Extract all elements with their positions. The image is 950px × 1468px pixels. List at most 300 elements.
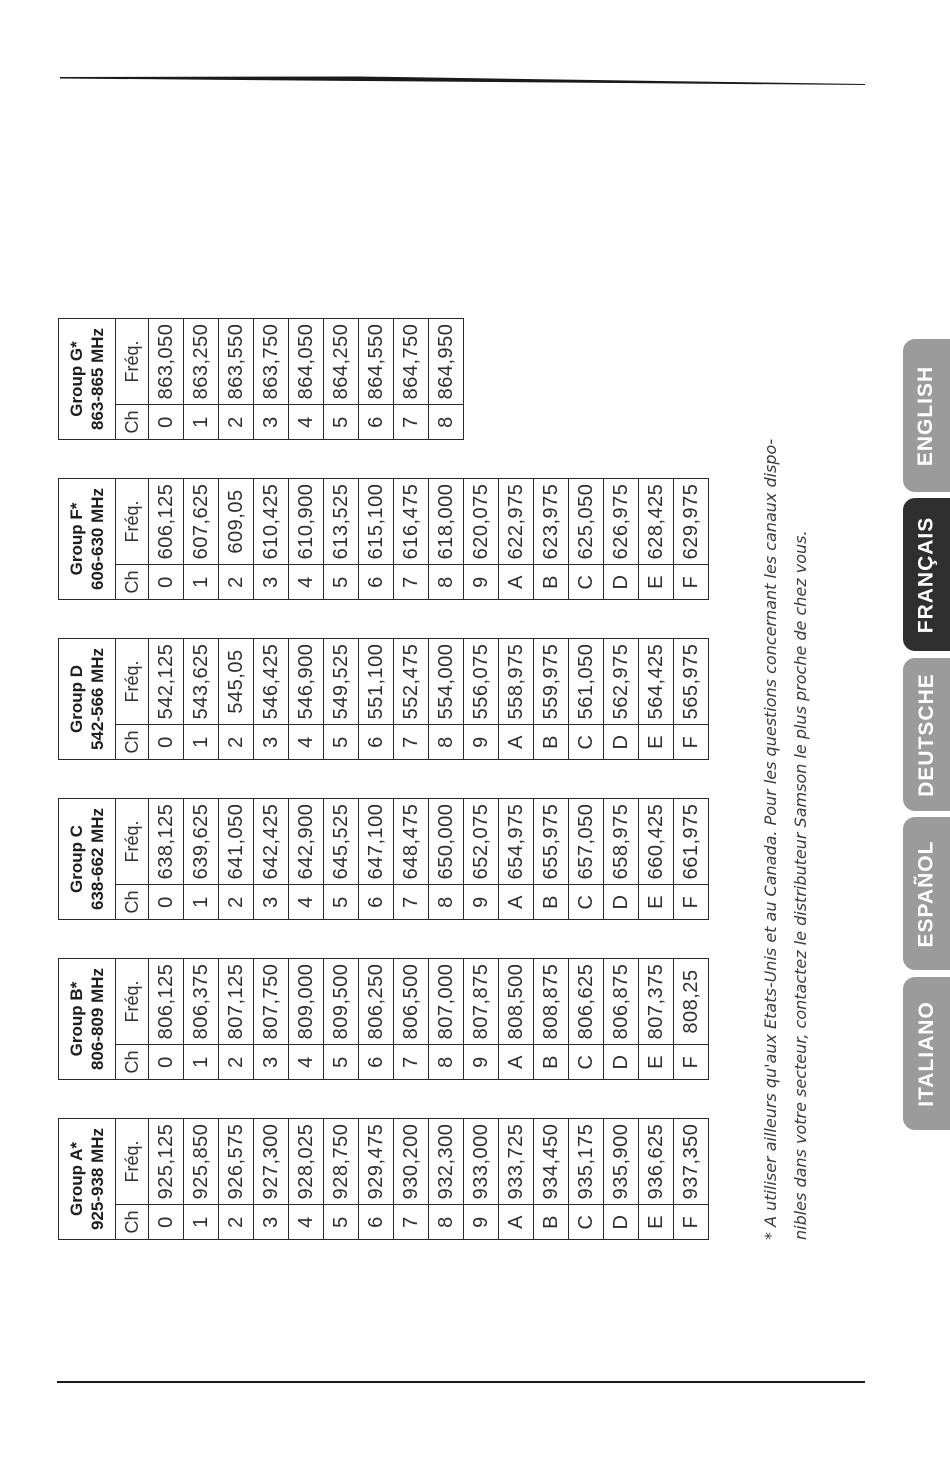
table-row (219, 959, 254, 1080)
channel-cell: A (499, 1205, 534, 1240)
channel-cell: F (674, 1045, 709, 1080)
channel-cell: B (534, 1045, 569, 1080)
table-row (429, 959, 464, 1080)
channel-cell: E (639, 885, 674, 920)
tab-english[interactable] (903, 339, 950, 492)
frequency-cell: 551,100 (359, 639, 394, 725)
group-header-row (59, 1119, 116, 1240)
table-row (674, 799, 709, 920)
group-table (58, 638, 709, 760)
table-row (289, 1119, 324, 1240)
channel-cell: A (499, 725, 534, 760)
channel-cell: 8 (429, 1045, 464, 1080)
channel-cell: F (674, 565, 709, 600)
table-row (149, 479, 184, 600)
channel-cell: D (604, 565, 639, 600)
frequency-column-header: Fréq. (116, 959, 149, 1045)
table-row (359, 319, 394, 440)
channel-cell: E (639, 565, 674, 600)
channel-cell: 2 (219, 725, 254, 760)
table-row (604, 639, 639, 760)
frequency-cell: 618,000 (429, 479, 464, 565)
frequency-table (58, 958, 709, 1080)
table-row (499, 479, 534, 600)
table-row (639, 799, 674, 920)
group-table (58, 1118, 709, 1240)
group-range: 863-865 MHz (88, 327, 107, 431)
frequency-cell: 925,125 (149, 1119, 184, 1205)
table-row (499, 799, 534, 920)
group-table (58, 478, 709, 600)
frequency-cell: 616,475 (394, 479, 429, 565)
frequency-cell: 562,975 (604, 639, 639, 725)
table-row (429, 1119, 464, 1240)
frequency-cell: 808,25 (674, 959, 709, 1045)
table-row (184, 639, 219, 760)
frequency-cell: 928,750 (324, 1119, 359, 1205)
table-row (324, 639, 359, 760)
table-row (604, 959, 639, 1080)
table-row (324, 1119, 359, 1240)
frequency-cell: 809,500 (324, 959, 359, 1045)
channel-cell: 2 (219, 885, 254, 920)
table-row (324, 319, 359, 440)
frequency-column-header: Fréq. (116, 1119, 149, 1205)
table-row (184, 319, 219, 440)
channel-cell: 9 (464, 885, 499, 920)
table-row (149, 799, 184, 920)
frequency-cell: 806,625 (569, 959, 604, 1045)
table-row (569, 799, 604, 920)
channel-cell: 5 (324, 725, 359, 760)
table-row (324, 799, 359, 920)
frequency-cell: 806,500 (394, 959, 429, 1045)
frequency-cell: 657,050 (569, 799, 604, 885)
frequency-cell: 552,475 (394, 639, 429, 725)
frequency-cell: 863,250 (184, 319, 219, 405)
table-row (289, 959, 324, 1080)
table-row (359, 1119, 394, 1240)
channel-column-header: Ch (116, 405, 149, 440)
frequency-cell: 927,300 (254, 1119, 289, 1205)
channel-cell: 3 (254, 405, 289, 440)
channel-cell: D (604, 725, 639, 760)
channel-cell: B (534, 565, 569, 600)
channel-cell: 5 (324, 885, 359, 920)
frequency-cell: 610,900 (289, 479, 324, 565)
frequency-cell: 808,875 (534, 959, 569, 1045)
frequency-cell: 558,975 (499, 639, 534, 725)
frequency-table (58, 318, 464, 440)
channel-cell: 4 (289, 725, 324, 760)
table-row (394, 639, 429, 760)
channel-column-header: Ch (116, 565, 149, 600)
frequency-cell: 807,750 (254, 959, 289, 1045)
channel-cell: 1 (184, 565, 219, 600)
table-row (534, 639, 569, 760)
table-row (429, 479, 464, 600)
frequency-cell: 545,05 (219, 639, 254, 725)
table-row (219, 319, 254, 440)
frequency-cell: 628,425 (639, 479, 674, 565)
channel-cell: 3 (254, 565, 289, 600)
table-row (149, 319, 184, 440)
channel-cell: 3 (254, 885, 289, 920)
tab-espanol[interactable] (903, 817, 950, 970)
table-row (464, 799, 499, 920)
frequency-cell: 806,375 (184, 959, 219, 1045)
channel-cell: 7 (394, 1205, 429, 1240)
channel-cell: 5 (324, 405, 359, 440)
frequency-cell: 565,975 (674, 639, 709, 725)
group-name: Group F* (67, 502, 86, 576)
frequency-cell: 609,05 (219, 479, 254, 565)
tab-deutsche-label: DEUTSCHE (914, 672, 938, 797)
table-row (394, 799, 429, 920)
table-row (149, 639, 184, 760)
channel-cell: E (639, 1205, 674, 1240)
channel-cell: 7 (394, 405, 429, 440)
group-range: 806-809 MHz (88, 967, 107, 1071)
table-row (219, 1119, 254, 1240)
frequency-cell: 620,075 (464, 479, 499, 565)
footnote-line-1: * A utiliser ailleurs qu'aux Etats-Unis et au Canada. Pour les questions concernant les canaux dispo- (761, 438, 780, 1240)
group-table (58, 318, 464, 440)
channel-cell: 4 (289, 885, 324, 920)
channel-cell: C (569, 1205, 604, 1240)
channel-cell: 5 (324, 1045, 359, 1080)
table-row (674, 1119, 709, 1240)
channel-cell: 9 (464, 1045, 499, 1080)
frequency-cell: 930,200 (394, 1119, 429, 1205)
channel-cell: 4 (289, 565, 324, 600)
frequency-table (58, 638, 709, 760)
channel-cell: 6 (359, 405, 394, 440)
footer-rule (57, 1381, 865, 1383)
channel-cell: 8 (429, 885, 464, 920)
frequency-cell: 629,975 (674, 479, 709, 565)
channel-cell: 9 (464, 1205, 499, 1240)
frequency-cell: 625,050 (569, 479, 604, 565)
group-header (59, 479, 116, 600)
tab-francais-label: FRANÇAIS (914, 516, 938, 633)
channel-cell: B (534, 885, 569, 920)
group-name: Group D (67, 665, 86, 733)
channel-cell: 1 (184, 1045, 219, 1080)
table-row (254, 639, 289, 760)
frequency-column-header: Fréq. (116, 319, 149, 405)
table-row (569, 479, 604, 600)
frequency-cell: 607,625 (184, 479, 219, 565)
tab-deutsche[interactable] (903, 658, 950, 811)
channel-cell: 0 (149, 405, 184, 440)
table-row (429, 639, 464, 760)
table-row (534, 799, 569, 920)
frequency-table (58, 478, 709, 600)
column-header-row (116, 1119, 149, 1240)
frequency-column-header: Fréq. (116, 639, 149, 725)
frequency-cell: 613,525 (324, 479, 359, 565)
table-row (184, 959, 219, 1080)
group-header-row (59, 799, 116, 920)
channel-cell: 4 (289, 405, 324, 440)
frequency-cell: 642,425 (254, 799, 289, 885)
channel-cell: 0 (149, 565, 184, 600)
table-row (359, 959, 394, 1080)
footnote-line-2: nibles dans votre secteur, contactez le distributeur Samson le plus proche de chez vous. (791, 530, 810, 1240)
frequency-cell: 807,000 (429, 959, 464, 1045)
channel-cell: 6 (359, 565, 394, 600)
channel-cell: 6 (359, 725, 394, 760)
frequency-cell: 806,250 (359, 959, 394, 1045)
frequency-cell: 929,475 (359, 1119, 394, 1205)
channel-cell: A (499, 885, 534, 920)
channel-cell: F (674, 1205, 709, 1240)
table-row (324, 479, 359, 600)
column-header-row (116, 639, 149, 760)
table-row (604, 479, 639, 600)
channel-cell: 7 (394, 885, 429, 920)
channel-column-header: Ch (116, 1205, 149, 1240)
table-row (359, 799, 394, 920)
channel-cell: D (604, 885, 639, 920)
channel-cell: 5 (324, 1205, 359, 1240)
table-row (394, 479, 429, 600)
table-row (534, 479, 569, 600)
frequency-cell: 647,100 (359, 799, 394, 885)
frequency-cell: 654,975 (499, 799, 534, 885)
table-row (219, 479, 254, 600)
table-row (149, 959, 184, 1080)
channel-cell: 2 (219, 405, 254, 440)
table-row (289, 319, 324, 440)
channel-column-header: Ch (116, 1045, 149, 1080)
channel-cell: A (499, 1045, 534, 1080)
group-table (58, 798, 709, 920)
table-row (394, 959, 429, 1080)
table-row (534, 1119, 569, 1240)
table-row (219, 799, 254, 920)
frequency-cell: 626,975 (604, 479, 639, 565)
frequency-cell: 645,525 (324, 799, 359, 885)
frequency-cell: 863,550 (219, 319, 254, 405)
group-header (59, 319, 116, 440)
channel-cell: 1 (184, 725, 219, 760)
frequency-cell: 926,575 (219, 1119, 254, 1205)
frequency-cell: 935,175 (569, 1119, 604, 1205)
frequency-cell: 806,875 (604, 959, 639, 1045)
tab-italiano-label: ITALIANO (914, 1000, 938, 1107)
channel-cell: 5 (324, 565, 359, 600)
channel-cell: 7 (394, 725, 429, 760)
table-row (464, 959, 499, 1080)
group-name: Group B* (67, 981, 86, 1057)
group-name: Group G* (67, 341, 86, 417)
table-row (289, 639, 324, 760)
frequency-cell: 864,250 (324, 319, 359, 405)
footnote (756, 260, 816, 1240)
table-row (359, 479, 394, 600)
table-row (254, 1119, 289, 1240)
frequency-cell: 655,975 (534, 799, 569, 885)
frequency-chart-page (58, 260, 918, 1240)
frequency-cell: 864,550 (359, 319, 394, 405)
frequency-cell: 554,000 (429, 639, 464, 725)
channel-cell: E (639, 725, 674, 760)
frequency-cell: 932,300 (429, 1119, 464, 1205)
table-row (464, 639, 499, 760)
frequency-cell: 937,350 (674, 1119, 709, 1205)
group-range: 638-662 MHz (88, 807, 107, 911)
table-row (464, 479, 499, 600)
group-range: 606-630 MHz (88, 487, 107, 591)
channel-cell: 2 (219, 565, 254, 600)
table-row (569, 1119, 604, 1240)
channel-cell: 6 (359, 885, 394, 920)
channel-cell: 7 (394, 565, 429, 600)
frequency-cell: 559,975 (534, 639, 569, 725)
group-range: 542-566 MHz (88, 647, 107, 751)
frequency-cell: 561,050 (569, 639, 604, 725)
table-row (674, 959, 709, 1080)
tab-italiano[interactable] (903, 977, 950, 1130)
header-rule (60, 76, 865, 86)
frequency-cell: 622,975 (499, 479, 534, 565)
frequency-cell: 806,125 (149, 959, 184, 1045)
frequency-cell: 639,625 (184, 799, 219, 885)
table-row (569, 639, 604, 760)
table-row (429, 799, 464, 920)
frequency-cell: 648,475 (394, 799, 429, 885)
table-row (639, 479, 674, 600)
table-row (674, 639, 709, 760)
frequency-cell: 661,975 (674, 799, 709, 885)
frequency-cell: 638,125 (149, 799, 184, 885)
frequency-cell: 610,425 (254, 479, 289, 565)
frequency-cell: 642,900 (289, 799, 324, 885)
frequency-cell: 864,050 (289, 319, 324, 405)
table-row (289, 479, 324, 600)
group-header (59, 799, 116, 920)
frequency-cell: 650,000 (429, 799, 464, 885)
table-row (184, 799, 219, 920)
frequency-cell: 935,900 (604, 1119, 639, 1205)
table-row (149, 1119, 184, 1240)
channel-column-header: Ch (116, 885, 149, 920)
group-name: Group A* (67, 1142, 86, 1216)
channel-cell: D (604, 1045, 639, 1080)
channel-cell: 0 (149, 885, 184, 920)
frequency-cell: 652,075 (464, 799, 499, 885)
channel-cell: 3 (254, 1045, 289, 1080)
table-row (499, 959, 534, 1080)
frequency-cell: 660,425 (639, 799, 674, 885)
table-row (394, 1119, 429, 1240)
channel-cell: 2 (219, 1045, 254, 1080)
group-header (59, 959, 116, 1080)
table-row (219, 639, 254, 760)
table-row (184, 1119, 219, 1240)
channel-cell: 0 (149, 725, 184, 760)
group-header-row (59, 639, 116, 760)
channel-cell: 6 (359, 1205, 394, 1240)
channel-cell: 8 (429, 725, 464, 760)
frequency-cell: 928,025 (289, 1119, 324, 1205)
frequency-cell: 658,975 (604, 799, 639, 885)
table-row (604, 1119, 639, 1240)
frequency-table (58, 798, 709, 920)
table-row (499, 639, 534, 760)
group-table (58, 958, 709, 1080)
frequency-cell: 925,850 (184, 1119, 219, 1205)
table-row (639, 639, 674, 760)
channel-cell: C (569, 1045, 604, 1080)
frequency-cell: 807,875 (464, 959, 499, 1045)
column-header-row (116, 799, 149, 920)
table-row (639, 1119, 674, 1240)
table-row (324, 959, 359, 1080)
table-row (254, 319, 289, 440)
table-row (289, 799, 324, 920)
column-header-row (116, 959, 149, 1080)
channel-cell: 1 (184, 1205, 219, 1240)
channel-cell: 8 (429, 405, 464, 440)
channel-cell: C (569, 885, 604, 920)
frequency-cell: 807,375 (639, 959, 674, 1045)
table-row (534, 959, 569, 1080)
column-header-row (116, 319, 149, 440)
frequency-cell: 546,900 (289, 639, 324, 725)
channel-cell: C (569, 725, 604, 760)
group-header (59, 639, 116, 760)
group-header-row (59, 319, 116, 440)
channel-cell: 4 (289, 1205, 324, 1240)
table-row (394, 319, 429, 440)
channel-cell: B (534, 1205, 569, 1240)
frequency-cell: 556,075 (464, 639, 499, 725)
table-row (254, 479, 289, 600)
channel-cell: 9 (464, 565, 499, 600)
frequency-cell: 808,500 (499, 959, 534, 1045)
channel-cell: C (569, 565, 604, 600)
table-row (254, 959, 289, 1080)
group-header (59, 1119, 116, 1240)
table-row (499, 1119, 534, 1240)
frequency-table (58, 1118, 709, 1240)
frequency-column-header: Fréq. (116, 799, 149, 885)
frequency-cell: 933,000 (464, 1119, 499, 1205)
channel-cell: 1 (184, 885, 219, 920)
frequency-cell: 864,750 (394, 319, 429, 405)
group-range: 925-938 MHz (88, 1127, 107, 1231)
frequency-cell: 863,050 (149, 319, 184, 405)
table-row (604, 799, 639, 920)
channel-cell: 7 (394, 1045, 429, 1080)
table-row (359, 639, 394, 760)
frequency-cell: 863,750 (254, 319, 289, 405)
channel-cell: 0 (149, 1045, 184, 1080)
tab-espanol-label: ESPAÑOL (914, 840, 938, 947)
frequency-cell: 543,625 (184, 639, 219, 725)
channel-cell: F (674, 885, 709, 920)
channel-cell: 3 (254, 1205, 289, 1240)
frequency-cell: 641,050 (219, 799, 254, 885)
frequency-cell: 807,125 (219, 959, 254, 1045)
table-row (429, 319, 464, 440)
tab-francais[interactable] (903, 498, 950, 651)
channel-cell: 3 (254, 725, 289, 760)
channel-cell: 4 (289, 1045, 324, 1080)
